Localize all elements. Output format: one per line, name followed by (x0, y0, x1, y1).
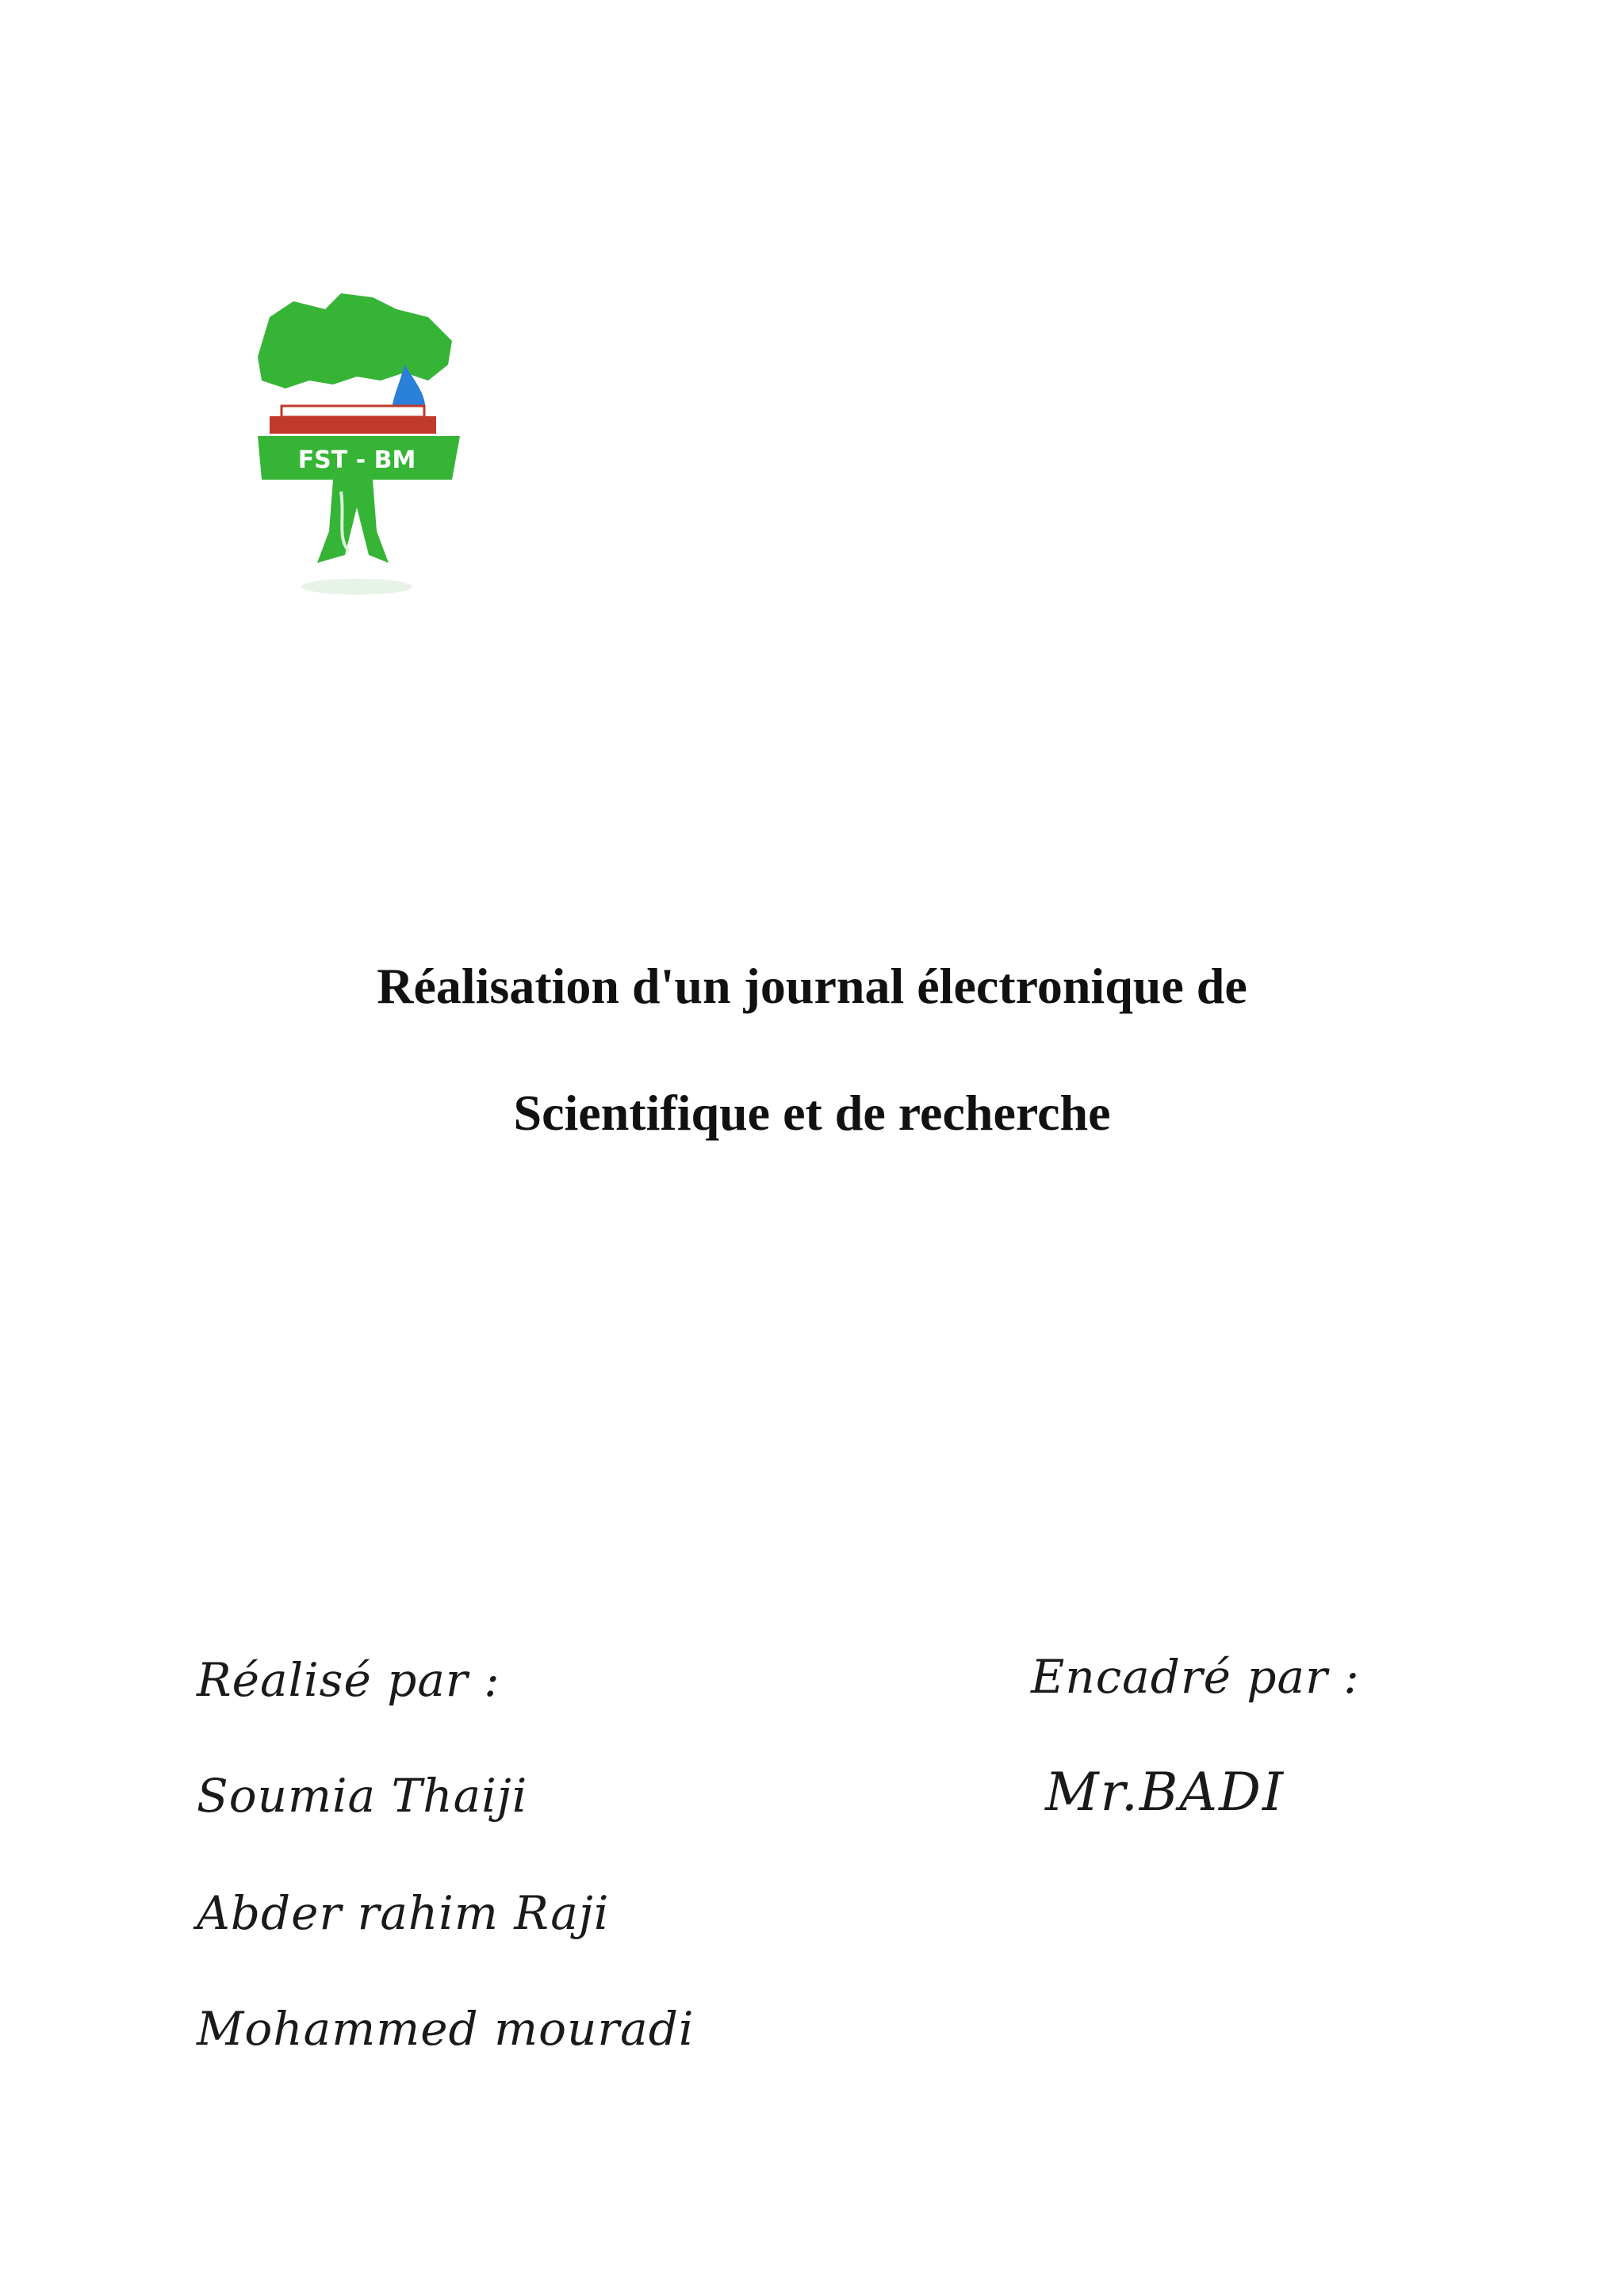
supervisor-name: Mr.BADI (1045, 1762, 1285, 1823)
fst-bm-logo (238, 270, 476, 618)
title-line-2: Scientifique et de recherche (513, 1085, 1111, 1141)
logo-text: FST - BM (297, 446, 416, 474)
realise-par-label: Réalisé par : (197, 1653, 500, 1707)
title-line-1: Réalisation d'un journal électronique de (377, 958, 1247, 1014)
author-name: Soumia Thaiji (197, 1769, 528, 1823)
author-name: Abder rahim Raji (197, 1886, 610, 1940)
author-name: Mohammed mouradi (197, 2002, 695, 2056)
encadre-par-label: Encadré par : (1031, 1650, 1360, 1704)
